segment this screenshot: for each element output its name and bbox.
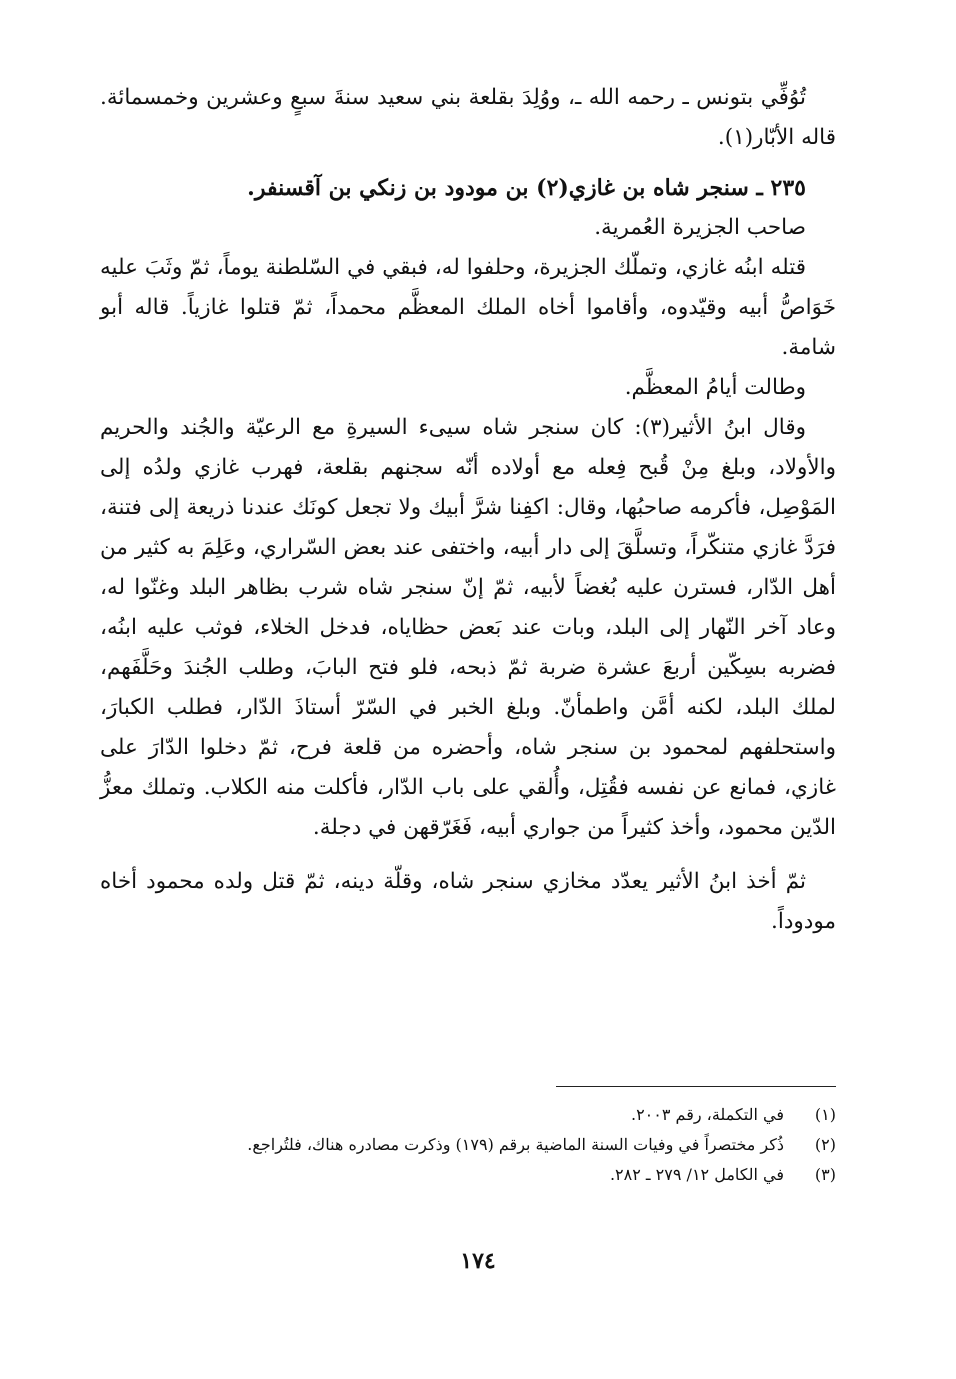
footnote-1	[100, 1100, 836, 1130]
paragraph-5: وقال ابنُ الأثير(٣): كان سنجر شاه سيىء السيرةِ مع الرعيّة والجُند والحريم والأولاد، وبلغ مِنْ قُبح فِعله مع أولاده أنّه سجنهم بقلعة، فهرب غازي ولدُه إلى المَوْصِل، فأكرمه صاحبُها، وقال: اكفِنا شرَّ أبيك ولا تجعل كونَك عندنا ذريعة إلى فتنة، فرَدَّ غازي متنكّراً، وتسلَّقَ إلى دار أبيه، واختفى عند بعض السّراري، وعَلِمَ به كثير من أهل الدّار، فسترن عليه بُغضاً لأبيه، ثمّ إنّ سنجر شاه شرب بظاهر البلد وغنّوا له، وعاد آخر النّهار إلى البلد، وبات عند بَعض حظاياه، فدخل الخلاء، فوثب عليه ابنُه، فضربه بسِكّين أربعَ عشرة ضربة ثمّ ذبحه، فلو فتح البابَ، وطلب الجُندَ وحَلَّفَهم، لملك البلد، لكنه أمَّن واطمأنّ. وبلغ الخبر في السّرّ أستاذَ الدّار، فطلب الكبارَ، واستحلفهم لمحمود بن سنجر شاه، وأحضره من قلعة فرح، ثمّ دخلوا الدّارَ على غازي، فمانع عن نفسه فقُتِل، وأُلقي على باب الدّار، فأكلت منه الكلاب. وتملك معزُّ الدّين محمود، وأخذ كثيراً من جواري أبيه، فَغَرّقهن في دجلة.	[100, 415, 836, 840]
footnotes	[100, 1100, 836, 1190]
footnote-text: ذُكر مختصراً في وفيات السنة الماضية برقم (١٧٩) وذكرت مصادره هناك، فلتُراجع.	[247, 1135, 784, 1154]
page-number: ١٧٤	[460, 1248, 496, 1274]
paragraph-2: صاحب الجزيرة العُمرية.	[594, 215, 806, 240]
page-body	[100, 78, 836, 942]
paragraph-6: ثمّ أخذ ابنُ الأثير يعدّد مخازي سنجر شاه، وقلّة دينه، ثمّ قتل ولده محمود أخاه مودوداً.	[100, 869, 836, 934]
paragraph-spacer	[100, 848, 836, 862]
footnote-number: (٣)	[814, 1165, 836, 1184]
paragraph-3: قتله ابنُه غازي، وتملّك الجزيرة، وحلفوا له، فبقي في السّلطنة يوماً، ثمّ وثَبَ عليه خَوَاصُّ أبيه وقيّدوه، وأقاموا أخاه الملك المعظَّم محمداً، ثمّ قتلوا غازياً. قاله أبو شامة.	[100, 255, 836, 360]
paragraph-4: وطالت أيامُ المعظَّم.	[624, 375, 806, 400]
footnote-3	[100, 1160, 836, 1190]
footnote-text: في الكامل ١٢/ ٢٧٩ ـ ٢٨٢.	[609, 1165, 784, 1184]
footnote-text: في التكملة، رقم ٢٠٠٣.	[630, 1105, 784, 1124]
entry-heading: ٢٣٥ ـ سنجر شاه بن غازي(٢) بن مودود بن زنكي بن آقسنفر.	[247, 175, 806, 201]
footnote-number: (١)	[814, 1105, 836, 1124]
footnote-divider	[556, 1086, 836, 1087]
footnote-2	[100, 1130, 836, 1160]
footnote-number: (٢)	[814, 1135, 836, 1154]
paragraph-1: تُوُفِّي بتونس ـ رحمه الله ـ، ووُلِدَ بقلعة بني سعيد سنةَ سبعٍ وعشرين وخمسمائة. قاله الأبّار(١).	[100, 85, 836, 150]
